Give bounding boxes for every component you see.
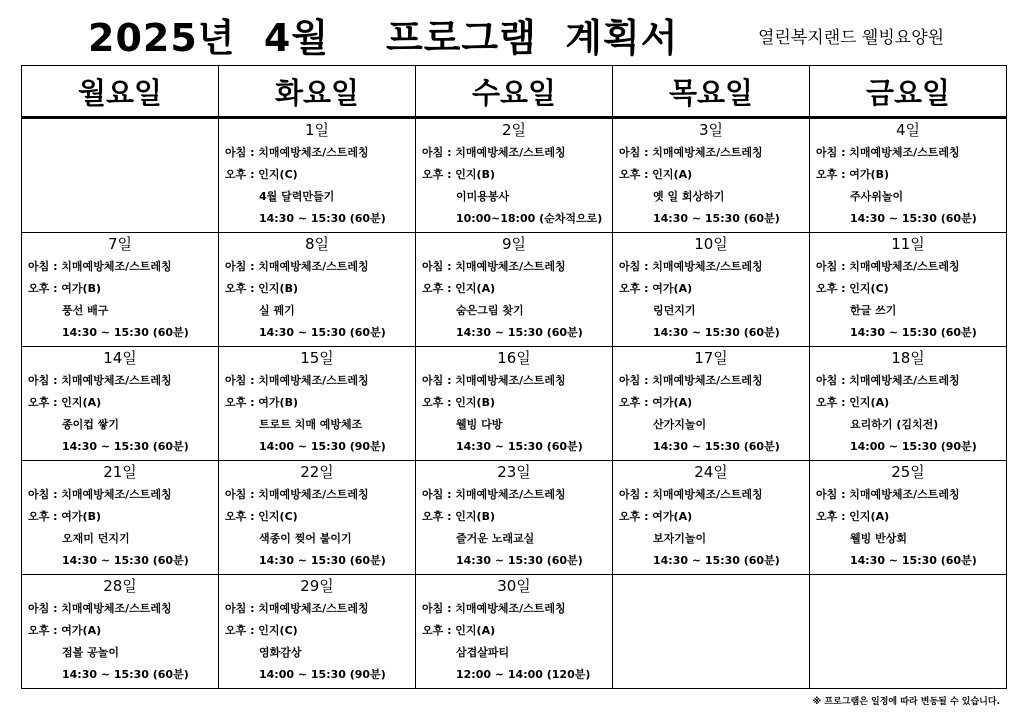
- empty-day-cell: [810, 575, 1007, 689]
- day-date: 9일: [501, 235, 527, 253]
- weekday-header-row: [22, 66, 1007, 118]
- morning-program: 아침 : 치매예방체조/스트레칭: [619, 260, 763, 273]
- activity-name: 풍선 배구: [62, 304, 109, 317]
- weekday-thursday: 목요일: [613, 66, 810, 118]
- activity-time: 14:00 ~ 15:30 (90분): [259, 440, 386, 453]
- activity-name: 요리하기 (김치전): [850, 418, 939, 431]
- activity-name: 종이컵 쌓기: [62, 418, 119, 431]
- activity-time: 14:30 ~ 15:30 (60분): [62, 554, 189, 567]
- afternoon-program: 오후 : 인지(A): [422, 282, 496, 295]
- activity-name: 이미용봉사: [456, 190, 510, 203]
- activity-time: 14:30 ~ 15:30 (60분): [456, 440, 583, 453]
- activity-name: 숨은그림 찾기: [456, 304, 524, 317]
- afternoon-program: 오후 : 여가(A): [619, 510, 693, 523]
- header: [0, 0, 1024, 64]
- afternoon-program: 오후 : 인지(A): [422, 624, 496, 637]
- activity-name: 트로트 치매 예방체조: [259, 418, 363, 431]
- day-cell: [416, 118, 613, 233]
- day-date: 2일: [501, 121, 527, 139]
- afternoon-program: 오후 : 인지(A): [28, 396, 102, 409]
- afternoon-program: 오후 : 여가(B): [225, 396, 299, 409]
- afternoon-program: 오후 : 여가(A): [28, 624, 102, 637]
- morning-program: 아침 : 치매예방체조/스트레칭: [619, 146, 763, 159]
- day-date: 28일: [103, 577, 137, 595]
- day-cell: [22, 233, 219, 347]
- afternoon-program: 오후 : 여가(B): [28, 282, 102, 295]
- day-date: 11일: [891, 235, 925, 253]
- day-date: 24일: [694, 463, 728, 481]
- day-cell: [219, 575, 416, 689]
- day-date: 7일: [107, 235, 133, 253]
- activity-name: 오재미 던지기: [62, 532, 130, 545]
- activity-name: 링던지기: [653, 304, 696, 317]
- week-row: [22, 233, 1007, 347]
- day-date: 22일: [300, 463, 334, 481]
- activity-time: 14:00 ~ 15:30 (90분): [259, 668, 386, 681]
- activity-time: 14:30 ~ 15:30 (60분): [259, 326, 386, 339]
- day-cell: [416, 347, 613, 461]
- activity-time: 14:00 ~ 15:30 (90분): [850, 440, 977, 453]
- morning-program: 아침 : 치매예방체조/스트레칭: [422, 602, 566, 615]
- activity-name: 옛 일 회상하기: [653, 190, 725, 203]
- day-date: 10일: [694, 235, 728, 253]
- day-cell: [22, 347, 219, 461]
- day-date: 29일: [300, 577, 334, 595]
- activity-time: 14:30 ~ 15:30 (60분): [850, 326, 977, 339]
- activity-name: 웰빙 다방: [456, 418, 503, 431]
- activity-name: 점볼 공놀이: [62, 646, 119, 659]
- morning-program: 아침 : 치매예방체조/스트레칭: [28, 488, 172, 501]
- morning-program: 아침 : 치매예방체조/스트레칭: [225, 374, 369, 387]
- day-date: 25일: [891, 463, 925, 481]
- activity-time: 14:30 ~ 15:30 (60분): [456, 326, 583, 339]
- morning-program: 아침 : 치매예방체조/스트레칭: [225, 260, 369, 273]
- morning-program: 아침 : 치매예방체조/스트레칭: [28, 374, 172, 387]
- weekday-friday: 금요일: [810, 66, 1007, 118]
- activity-time: 14:30 ~ 15:30 (60분): [259, 554, 386, 567]
- morning-program: 아침 : 치매예방체조/스트레칭: [816, 488, 960, 501]
- afternoon-program: 오후 : 인지(B): [422, 396, 496, 409]
- morning-program: 아침 : 치매예방체조/스트레칭: [422, 374, 566, 387]
- day-date: 18일: [891, 349, 925, 367]
- day-cell: [810, 461, 1007, 575]
- day-date: 30일: [497, 577, 531, 595]
- afternoon-program: 오후 : 인지(C): [225, 168, 298, 181]
- day-cell: [613, 461, 810, 575]
- day-date: 4일: [895, 121, 921, 139]
- activity-name: 4월 달력만들기: [259, 190, 335, 203]
- day-cell: [219, 118, 416, 233]
- day-cell: [810, 233, 1007, 347]
- schedule-table: [21, 65, 1007, 689]
- activity-time: 14:30 ~ 15:30 (60분): [62, 326, 189, 339]
- afternoon-program: 오후 : 인지(A): [619, 168, 693, 181]
- schedule-body: [22, 118, 1007, 689]
- activity-time: 10:00~18:00 (순차적으로): [456, 212, 603, 225]
- empty-day-cell: [613, 575, 810, 689]
- activity-time: 14:30 ~ 15:30 (60분): [456, 554, 583, 567]
- day-cell: [219, 347, 416, 461]
- day-date: 8일: [304, 235, 330, 253]
- afternoon-program: 오후 : 인지(C): [816, 282, 889, 295]
- afternoon-program: 오후 : 인지(A): [816, 396, 890, 409]
- morning-program: 아침 : 치매예방체조/스트레칭: [28, 602, 172, 615]
- day-date: 14일: [103, 349, 137, 367]
- activity-name: 보자기놀이: [653, 532, 707, 545]
- activity-name: 색종이 찢어 붙이기: [259, 532, 352, 545]
- activity-time: 14:30 ~ 15:30 (60분): [653, 554, 780, 567]
- afternoon-program: 오후 : 인지(A): [816, 510, 890, 523]
- activity-time: 14:30 ~ 15:30 (60분): [62, 440, 189, 453]
- day-cell: [810, 118, 1007, 233]
- day-cell: [416, 575, 613, 689]
- week-row: [22, 575, 1007, 689]
- morning-program: 아침 : 치매예방체조/스트레칭: [816, 260, 960, 273]
- day-cell: [22, 575, 219, 689]
- morning-program: 아침 : 치매예방체조/스트레칭: [619, 374, 763, 387]
- activity-name: 산가지놀이: [653, 418, 707, 431]
- day-cell: [613, 118, 810, 233]
- day-cell: [22, 461, 219, 575]
- activity-name: 삼겹살파티: [456, 646, 510, 659]
- activity-name: 한글 쓰기: [850, 304, 897, 317]
- activity-time: 14:30 ~ 15:30 (60분): [653, 326, 780, 339]
- activity-time: 14:30 ~ 15:30 (60분): [850, 212, 977, 225]
- afternoon-program: 오후 : 여가(A): [619, 396, 693, 409]
- day-cell: [219, 233, 416, 347]
- organization-name: 열린복지랜드 웰빙요양원: [758, 28, 945, 48]
- morning-program: 아침 : 치매예방체조/스트레칭: [422, 488, 566, 501]
- activity-time: 14:30 ~ 15:30 (60분): [259, 212, 386, 225]
- morning-program: 아침 : 치매예방체조/스트레칭: [422, 146, 566, 159]
- day-date: 3일: [698, 121, 724, 139]
- day-date: 21일: [103, 463, 137, 481]
- afternoon-program: 오후 : 인지(B): [422, 168, 496, 181]
- day-cell: [219, 461, 416, 575]
- activity-time: 12:00 ~ 14:00 (120분): [456, 668, 591, 681]
- activity-name: 실 꿰기: [259, 304, 295, 317]
- page-title: 2025년 4월 프로그램 계획서: [88, 16, 679, 60]
- morning-program: 아침 : 치매예방체조/스트레칭: [225, 146, 369, 159]
- afternoon-program: 오후 : 인지(C): [225, 624, 298, 637]
- morning-program: 아침 : 치매예방체조/스트레칭: [816, 374, 960, 387]
- morning-program: 아침 : 치매예방체조/스트레칭: [225, 602, 369, 615]
- day-cell: [613, 347, 810, 461]
- morning-program: 아침 : 치매예방체조/스트레칭: [619, 488, 763, 501]
- week-row: [22, 461, 1007, 575]
- afternoon-program: 오후 : 여가(B): [816, 168, 890, 181]
- day-cell: [416, 461, 613, 575]
- day-date: 1일: [304, 121, 330, 139]
- day-cell: [613, 233, 810, 347]
- afternoon-program: 오후 : 여가(B): [28, 510, 102, 523]
- week-row: [22, 347, 1007, 461]
- activity-time: 14:30 ~ 15:30 (60분): [62, 668, 189, 681]
- activity-time: 14:30 ~ 15:30 (60분): [653, 440, 780, 453]
- day-cell: [810, 347, 1007, 461]
- empty-day-cell: [22, 118, 219, 233]
- day-date: 15일: [300, 349, 334, 367]
- week-row: [22, 118, 1007, 233]
- morning-program: 아침 : 치매예방체조/스트레칭: [422, 260, 566, 273]
- day-cell: [416, 233, 613, 347]
- afternoon-program: 오후 : 인지(C): [225, 510, 298, 523]
- day-date: 23일: [497, 463, 531, 481]
- day-date: 17일: [694, 349, 728, 367]
- weekday-tuesday: 화요일: [219, 66, 416, 118]
- weekday-wednesday: 수요일: [416, 66, 613, 118]
- activity-name: 주사위놀이: [850, 190, 904, 203]
- footer-note: ※ 프로그램은 일정에 따라 변동될 수 있습니다.: [812, 697, 1000, 707]
- morning-program: 아침 : 치매예방체조/스트레칭: [225, 488, 369, 501]
- activity-name: 웰빙 반상회: [850, 532, 907, 545]
- activity-name: 즐거운 노래교실: [456, 532, 535, 545]
- afternoon-program: 오후 : 여가(A): [619, 282, 693, 295]
- afternoon-program: 오후 : 인지(B): [225, 282, 299, 295]
- morning-program: 아침 : 치매예방체조/스트레칭: [816, 146, 960, 159]
- activity-name: 영화감상: [259, 646, 302, 659]
- morning-program: 아침 : 치매예방체조/스트레칭: [28, 260, 172, 273]
- activity-time: 14:30 ~ 15:30 (60분): [850, 554, 977, 567]
- afternoon-program: 오후 : 인지(B): [422, 510, 496, 523]
- day-date: 16일: [497, 349, 531, 367]
- weekday-monday: 월요일: [22, 66, 219, 118]
- activity-time: 14:30 ~ 15:30 (60분): [653, 212, 780, 225]
